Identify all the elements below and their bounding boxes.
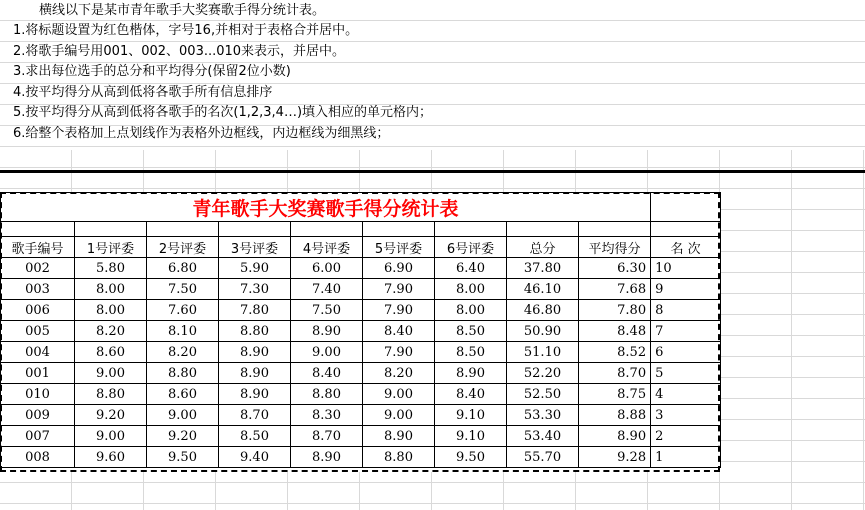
cell-judge-5[interactable]: 9.00 <box>363 405 435 426</box>
cell-rank[interactable]: 3 <box>651 405 721 426</box>
blank-cell[interactable] <box>75 222 147 237</box>
header-average[interactable]: 平均得分 <box>579 237 651 258</box>
cell-judge-4[interactable]: 7.50 <box>291 300 363 321</box>
cell-judge-2[interactable]: 8.60 <box>147 384 219 405</box>
cell-judge-1[interactable]: 9.20 <box>75 405 147 426</box>
cell-judge-3[interactable]: 5.90 <box>219 258 291 279</box>
cell-judge-3[interactable]: 8.90 <box>219 342 291 363</box>
cell-judge-4[interactable]: 8.30 <box>291 405 363 426</box>
blank-cell[interactable] <box>651 222 721 237</box>
header-judge-1[interactable]: 1号评委 <box>75 237 147 258</box>
table-row <box>1 300 721 321</box>
divider-line <box>0 170 865 173</box>
cell-judge-6[interactable]: 9.10 <box>435 426 507 447</box>
table-row <box>1 258 721 279</box>
cell-total[interactable]: 50.90 <box>507 321 579 342</box>
cell-rank[interactable]: 9 <box>651 279 721 300</box>
cell-singer-id[interactable]: 003 <box>1 279 75 300</box>
instruction-line[interactable]: 5.按平均得分从高到低将各歌手的名次(1,2,3,4…)填入相应的单元格内； <box>0 105 433 120</box>
cell-judge-1[interactable]: 8.00 <box>75 279 147 300</box>
cell-singer-id[interactable]: 009 <box>1 405 75 426</box>
cell-rank[interactable]: 7 <box>651 321 721 342</box>
cell-rank[interactable]: 10 <box>651 258 721 279</box>
cell-singer-id[interactable]: 010 <box>1 384 75 405</box>
table-row <box>1 342 721 363</box>
cell-singer-id[interactable]: 005 <box>1 321 75 342</box>
cell-average[interactable]: 8.52 <box>579 342 651 363</box>
cell-judge-5[interactable]: 8.20 <box>363 363 435 384</box>
instruction-line[interactable]: 3.求出每位选手的总分和平均得分(保留2位小数) <box>0 64 291 79</box>
cell-total[interactable]: 53.30 <box>507 405 579 426</box>
cell-judge-2[interactable]: 7.60 <box>147 300 219 321</box>
cell-judge-5[interactable]: 7.90 <box>363 300 435 321</box>
cell-judge-6[interactable]: 8.50 <box>435 342 507 363</box>
cell-judge-5[interactable]: 9.00 <box>363 384 435 405</box>
cell-singer-id[interactable]: 006 <box>1 300 75 321</box>
score-table <box>0 192 721 468</box>
cell-judge-6[interactable]: 8.00 <box>435 279 507 300</box>
cell-judge-5[interactable]: 8.40 <box>363 321 435 342</box>
cell-judge-2[interactable]: 9.00 <box>147 405 219 426</box>
cell-judge-6[interactable]: 8.40 <box>435 384 507 405</box>
header-singer-id[interactable]: 歌手编号 <box>1 237 75 258</box>
cell-judge-2[interactable]: 9.50 <box>147 447 219 468</box>
cell-judge-6[interactable]: 8.50 <box>435 321 507 342</box>
instruction-line[interactable]: 2.将歌手编号用001、002、003...010来表示，并居中。 <box>0 44 346 59</box>
cell-total[interactable]: 46.80 <box>507 300 579 321</box>
cell-average[interactable]: 8.90 <box>579 426 651 447</box>
cell-singer-id[interactable]: 008 <box>1 447 75 468</box>
blank-cell[interactable] <box>363 222 435 237</box>
table-title[interactable]: 青年歌手大奖赛歌手得分统计表 <box>1 193 651 222</box>
cell-rank[interactable]: 2 <box>651 426 721 447</box>
cell-singer-id[interactable]: 001 <box>1 363 75 384</box>
cell-singer-id[interactable]: 007 <box>1 426 75 447</box>
cell-judge-3[interactable]: 8.90 <box>219 384 291 405</box>
cell-average[interactable]: 8.88 <box>579 405 651 426</box>
cell-average[interactable]: 8.70 <box>579 363 651 384</box>
cell-rank[interactable]: 8 <box>651 300 721 321</box>
cell-judge-3[interactable]: 8.80 <box>219 321 291 342</box>
cell-judge-3[interactable]: 8.90 <box>219 363 291 384</box>
table-row <box>1 363 721 384</box>
blank-cell[interactable] <box>147 222 219 237</box>
cell-judge-3[interactable]: 8.70 <box>219 405 291 426</box>
cell-judge-3[interactable]: 7.80 <box>219 300 291 321</box>
cell-rank[interactable]: 4 <box>651 384 721 405</box>
table-row <box>1 279 721 300</box>
cell-average[interactable]: 8.75 <box>579 384 651 405</box>
cell-judge-5[interactable]: 7.90 <box>363 342 435 363</box>
cell-judge-1[interactable]: 8.60 <box>75 342 147 363</box>
header-rank[interactable]: 名 次 <box>651 237 721 258</box>
cell-judge-5[interactable]: 7.90 <box>363 279 435 300</box>
cell-average[interactable]: 9.28 <box>579 447 651 468</box>
cell-judge-4[interactable]: 6.00 <box>291 258 363 279</box>
cell-singer-id[interactable]: 002 <box>1 258 75 279</box>
cell-judge-2[interactable]: 8.80 <box>147 363 219 384</box>
cell-average[interactable]: 8.48 <box>579 321 651 342</box>
header-judge-2[interactable]: 2号评委 <box>147 237 219 258</box>
table-row <box>1 321 721 342</box>
cell-judge-2[interactable]: 8.20 <box>147 342 219 363</box>
cell-rank[interactable]: 5 <box>651 363 721 384</box>
cell-judge-4[interactable]: 8.40 <box>291 363 363 384</box>
cell-judge-3[interactable]: 8.50 <box>219 426 291 447</box>
cell-judge-6[interactable]: 9.50 <box>435 447 507 468</box>
cell-judge-4[interactable]: 8.90 <box>291 447 363 468</box>
cell-judge-1[interactable]: 9.60 <box>75 447 147 468</box>
blank-cell[interactable] <box>435 222 507 237</box>
cell-average[interactable]: 7.68 <box>579 279 651 300</box>
cell-judge-6[interactable]: 9.10 <box>435 405 507 426</box>
cell-judge-1[interactable]: 9.00 <box>75 426 147 447</box>
header-judge-3[interactable]: 3号评委 <box>219 237 291 258</box>
cell-judge-5[interactable]: 8.80 <box>363 447 435 468</box>
cell-judge-4[interactable]: 8.80 <box>291 384 363 405</box>
cell-total[interactable]: 46.10 <box>507 279 579 300</box>
instruction-line[interactable]: 6.给整个表格加上点划线作为表格外边框线，内边框线为细黑线； <box>0 126 390 141</box>
cell-total[interactable]: 55.70 <box>507 447 579 468</box>
cell-judge-4[interactable]: 7.40 <box>291 279 363 300</box>
cell-judge-1[interactable]: 8.00 <box>75 300 147 321</box>
instruction-line[interactable]: 4.按平均得分从高到低将各歌手所有信息排序 <box>0 85 273 100</box>
blank-cell[interactable] <box>291 222 363 237</box>
cell-total[interactable]: 52.50 <box>507 384 579 405</box>
cell-judge-3[interactable]: 7.30 <box>219 279 291 300</box>
table-row <box>1 426 721 447</box>
instructions-area <box>0 0 865 150</box>
instruction-line[interactable]: 横线以下是某市青年歌手大奖赛歌手得分统计表。 <box>0 3 326 18</box>
cell-singer-id[interactable]: 004 <box>1 342 75 363</box>
header-row <box>1 237 721 258</box>
table-row <box>1 447 721 468</box>
cell-judge-4[interactable]: 8.70 <box>291 426 363 447</box>
cell-judge-6[interactable]: 8.90 <box>435 363 507 384</box>
cell-total[interactable]: 53.40 <box>507 426 579 447</box>
cell-average[interactable]: 7.80 <box>579 300 651 321</box>
cell-judge-2[interactable]: 9.20 <box>147 426 219 447</box>
cell-judge-6[interactable]: 6.40 <box>435 258 507 279</box>
cell-rank[interactable]: 1 <box>651 447 721 468</box>
cell-judge-2[interactable]: 7.50 <box>147 279 219 300</box>
cell-judge-6[interactable]: 8.00 <box>435 300 507 321</box>
cell-judge-1[interactable]: 8.20 <box>75 321 147 342</box>
blank-cell[interactable] <box>1 222 75 237</box>
instruction-line[interactable]: 1.将标题设置为红色楷体，字号16,并相对于表格合并居中。 <box>0 23 359 38</box>
cell-judge-5[interactable]: 8.90 <box>363 426 435 447</box>
blank-cell[interactable] <box>507 222 579 237</box>
cell-judge-2[interactable]: 6.80 <box>147 258 219 279</box>
cell-total[interactable]: 52.20 <box>507 363 579 384</box>
blank-row <box>1 222 721 237</box>
header-judge-5[interactable]: 5号评委 <box>363 237 435 258</box>
cell-judge-5[interactable]: 6.90 <box>363 258 435 279</box>
cell-rank[interactable]: 6 <box>651 342 721 363</box>
cell-total[interactable]: 37.80 <box>507 258 579 279</box>
header-judge-4[interactable]: 4号评委 <box>291 237 363 258</box>
cell-judge-1[interactable]: 9.00 <box>75 363 147 384</box>
header-total[interactable]: 总分 <box>507 237 579 258</box>
cell-judge-2[interactable]: 8.10 <box>147 321 219 342</box>
cell-judge-4[interactable]: 9.00 <box>291 342 363 363</box>
header-judge-6[interactable]: 6号评委 <box>435 237 507 258</box>
blank-cell[interactable] <box>579 222 651 237</box>
table-row <box>1 384 721 405</box>
cell-judge-4[interactable]: 8.90 <box>291 321 363 342</box>
cell-judge-1[interactable]: 8.80 <box>75 384 147 405</box>
title-blank-cell[interactable] <box>651 193 721 222</box>
cell-judge-1[interactable]: 5.80 <box>75 258 147 279</box>
table-row <box>1 405 721 426</box>
cell-average[interactable]: 6.30 <box>579 258 651 279</box>
score-table-container <box>0 192 721 472</box>
cell-total[interactable]: 51.10 <box>507 342 579 363</box>
blank-cell[interactable] <box>219 222 291 237</box>
cell-judge-3[interactable]: 9.40 <box>219 447 291 468</box>
